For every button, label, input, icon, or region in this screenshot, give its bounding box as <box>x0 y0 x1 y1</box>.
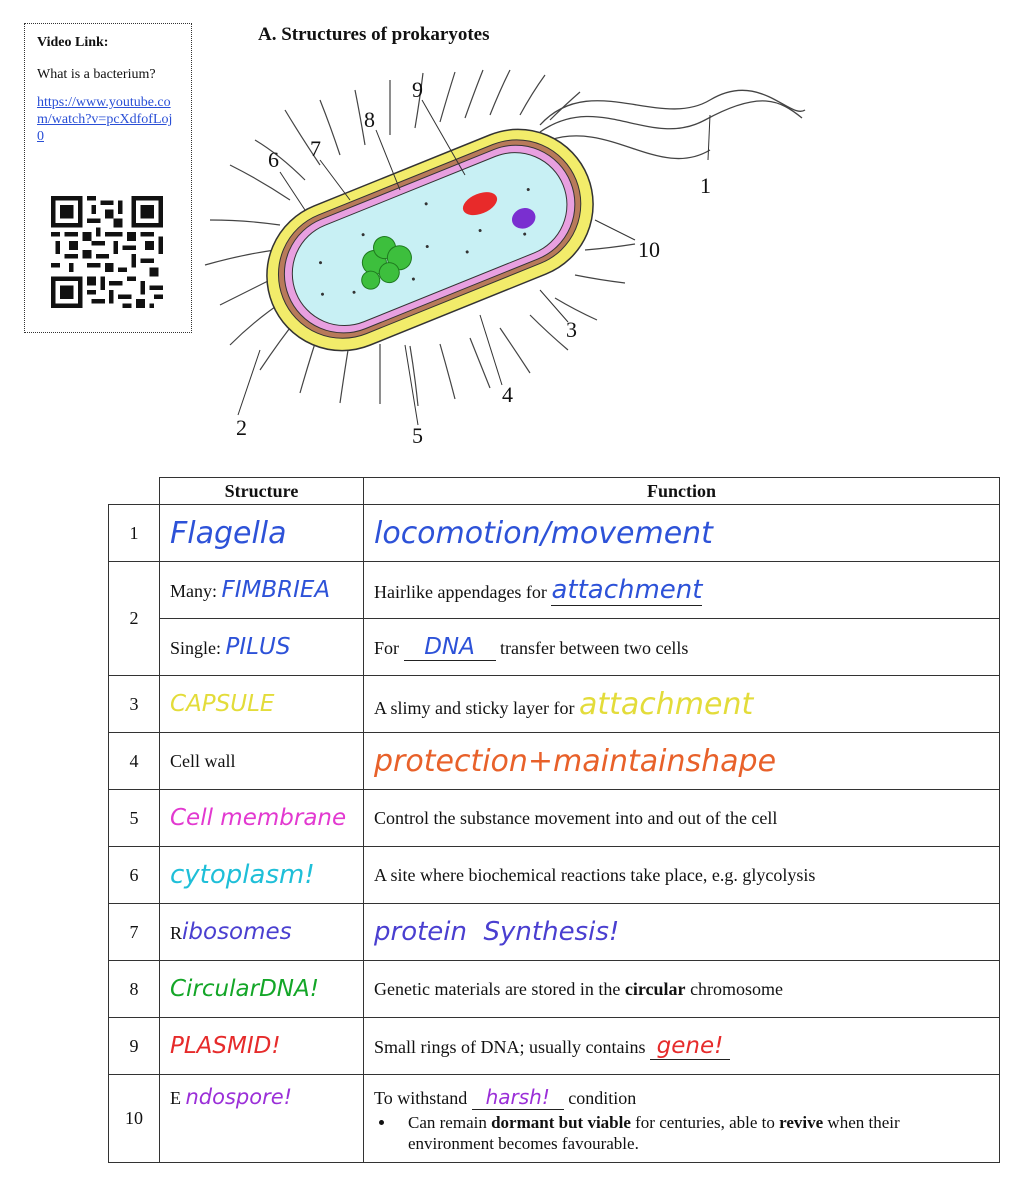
structure-answer: Cell membrane <box>170 805 347 831</box>
row-number: 7 <box>109 904 160 961</box>
structure-answer: cytoplasm! <box>170 860 315 890</box>
video-link-title: Video Link: <box>37 35 109 50</box>
diagram-label-1: 1 <box>700 173 711 198</box>
function-bold-text: circular <box>624 978 686 999</box>
diagram-label-10: 10 <box>638 237 660 262</box>
structure-text: Cell wall <box>160 733 364 790</box>
table-row <box>109 619 1000 676</box>
table-row <box>109 562 1000 619</box>
structure-answer: FIMBRIEA <box>221 577 331 603</box>
diagram-label-9: 9 <box>412 77 423 102</box>
function-text: chromosome <box>690 978 784 999</box>
row-number: 1 <box>109 505 160 562</box>
structure-answer: ndospore! <box>185 1085 293 1109</box>
list-item: • Can remain dormant but viable for centuries, able to revive when their environment becomes favourable. <box>396 1112 989 1154</box>
structure-prefix: Many: <box>170 581 217 601</box>
flagella <box>540 90 805 158</box>
function-blank-answer: attachment <box>551 574 703 605</box>
table-row <box>109 505 1000 562</box>
structure-print-letter: E <box>170 1088 181 1108</box>
row-number: 9 <box>109 1018 160 1075</box>
function-text: Genetic materials are stored in the <box>374 978 621 999</box>
function-text: Small rings of DNA; usually contains <box>374 1036 646 1057</box>
row-number: 3 <box>109 676 160 733</box>
function-text: Control the substance movement into and out of the cell <box>364 790 1000 847</box>
structure-answer: CAPSULE <box>170 691 275 717</box>
structure-print-letter: R <box>170 923 183 943</box>
table-header-row <box>109 478 1000 505</box>
structure-prefix: Single: <box>170 638 222 658</box>
structure-answer: PILUS <box>225 634 291 660</box>
function-blank-answer: harsh! <box>472 1085 564 1110</box>
row-number: 10 <box>109 1075 160 1163</box>
diagram-label-4: 4 <box>502 382 513 407</box>
function-text: transfer between two cells <box>500 637 689 658</box>
header-structure: Structure <box>160 478 364 505</box>
table-row <box>109 733 1000 790</box>
header-function: Function <box>364 478 1000 505</box>
function-text: A site where biochemical reactions take place, e.g. glycolysis <box>364 847 1000 904</box>
table-row <box>109 790 1000 847</box>
endospore-bullet-list <box>374 1112 989 1154</box>
structure-answer: PLASMID! <box>170 1033 281 1059</box>
diagram-label-8: 8 <box>364 107 375 132</box>
video-url-link[interactable]: https://www.youtube.com/watch?v=pcXdfofLoj0 <box>37 95 173 144</box>
function-answer: locomotion/movement <box>374 515 713 551</box>
diagram-label-5: 5 <box>412 423 423 448</box>
row-number: 4 <box>109 733 160 790</box>
video-question: What is a bacterium? <box>37 67 156 82</box>
table-row <box>109 904 1000 961</box>
diagram-label-6: 6 <box>268 147 279 172</box>
row-number: 8 <box>109 961 160 1018</box>
row-number: 5 <box>109 790 160 847</box>
diagram-label-3: 3 <box>566 317 577 342</box>
structures-table <box>108 477 1000 1163</box>
diagram-label-7: 7 <box>310 136 321 161</box>
structure-answer: CircularDNA! <box>170 976 319 1002</box>
structure-answer: ibosomes <box>182 919 292 945</box>
structure-answer: Flagella <box>170 515 287 551</box>
table-row <box>109 847 1000 904</box>
function-text: Hairlike appendages for <box>374 581 547 602</box>
function-text: For <box>374 637 400 658</box>
function-blank-answer: DNA <box>404 634 496 661</box>
function-answer: protein Synthesis! <box>374 917 620 947</box>
function-blank-answer: gene! <box>650 1033 730 1060</box>
cell-body <box>244 107 615 373</box>
row-number: 2 <box>109 562 160 676</box>
function-answer: protection+maintainshape <box>374 743 777 779</box>
diagram-label-2: 2 <box>236 415 247 440</box>
video-link-box <box>24 23 192 333</box>
prokaryote-diagram <box>190 60 810 460</box>
function-text: A slimy and sticky layer for <box>374 697 575 718</box>
section-title: A. Structures of prokaryotes <box>258 24 490 45</box>
function-answer: attachment <box>578 686 754 722</box>
qr-code-icon[interactable] <box>51 196 163 308</box>
function-text: To withstand <box>374 1088 468 1108</box>
table-row <box>109 1075 1000 1163</box>
table-row <box>109 676 1000 733</box>
table-row <box>109 1018 1000 1075</box>
function-text: condition <box>568 1088 637 1108</box>
row-number: 6 <box>109 847 160 904</box>
table-row <box>109 961 1000 1018</box>
